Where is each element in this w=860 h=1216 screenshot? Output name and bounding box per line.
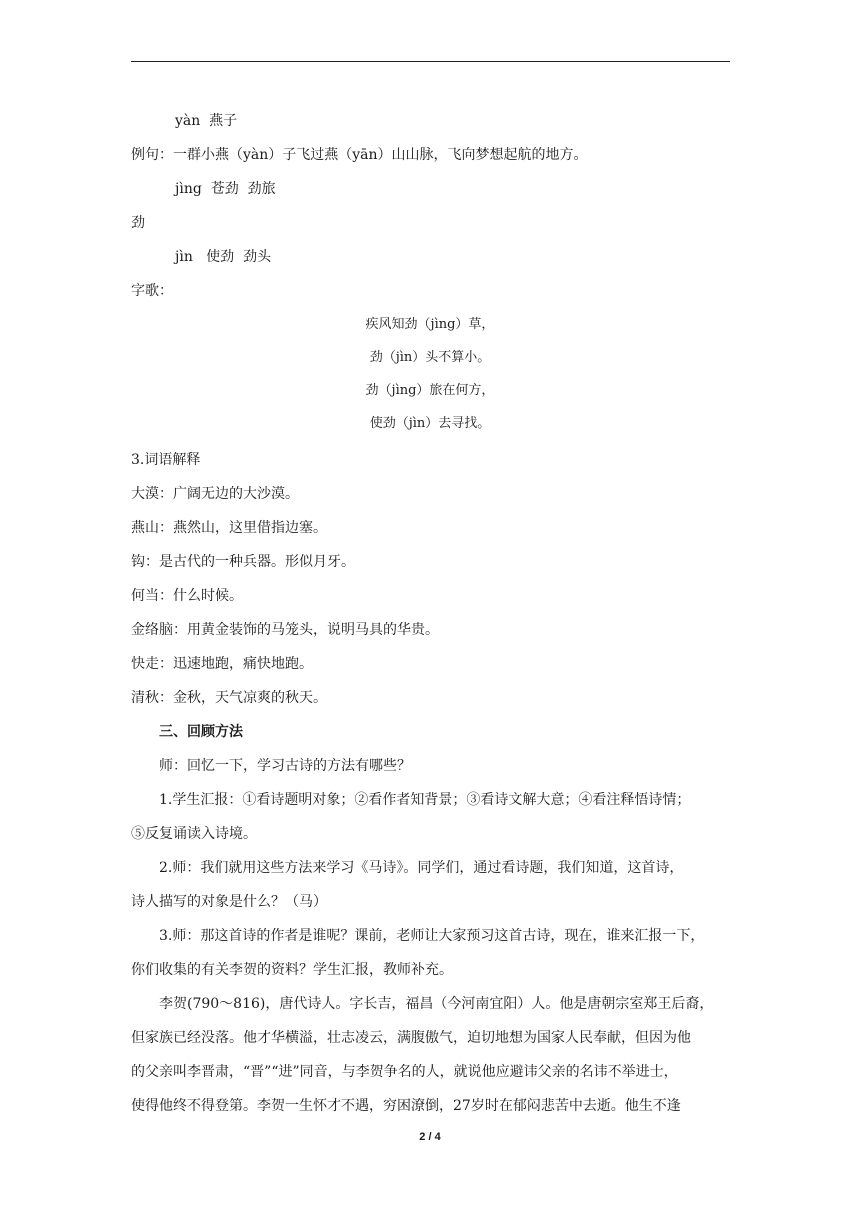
paragraph-line: ⑤反复诵读入诗境。 — [131, 826, 257, 842]
definition-item: 大漠：广阔无边的大沙漠。 — [131, 486, 299, 502]
header-rule — [131, 61, 730, 62]
paragraph-line: 李贺(790～816)，唐代诗人。字长吉，福昌（今河南宜阳）人。他是唐朝宗室郑王后裔， — [159, 996, 714, 1012]
paragraph-line: 使得他终不得登第。李贺一生怀才不遇，穷困潦倒，27岁时在郁闷悲苦中去逝。他生不逢 — [131, 1098, 681, 1114]
section-word-explanation: 3.词语解释 — [131, 452, 201, 468]
section-heading-review-methods: 三、回顾方法 — [159, 724, 243, 740]
paragraph-line: 1.学生汇报：①看诗题明对象；②看作者知背景；③看诗文解大意；④看注释悟诗情； — [159, 792, 691, 808]
page-number: 2 / 4 — [419, 1131, 441, 1143]
rhyme-line: 劲（jìng）旅在何方， — [365, 383, 495, 398]
definition-item: 清秋：金秋，天气凉爽的秋天。 — [131, 690, 327, 706]
pinyin-jing-line: jìng 苍劲 劲旅 — [175, 181, 276, 197]
definition-item: 金络脑：用黄金装饰的马笼头，说明马具的华贵。 — [131, 622, 439, 638]
definition-item: 何当：什么时候。 — [131, 588, 243, 604]
paragraph-line: 2.师：我们就用这些方法来学习《马诗》。同学们，通过看诗题，我们知道，这首诗， — [159, 860, 684, 876]
rhyme-line: 疾风知劲（jìng）草， — [365, 317, 495, 332]
example-sentence: 例句：一群小燕（yàn）子飞过燕（yān）山山脉，飞向梦想起航的地方。 — [131, 147, 588, 163]
character-jin: 劲 — [131, 215, 145, 231]
definition-item: 燕山：燕然山，这里借指边塞。 — [131, 520, 327, 536]
rhyme-line: 劲（jìn）头不算小。 — [369, 350, 491, 365]
zige-label: 字歌： — [131, 283, 173, 299]
paragraph-line: 但家族已经没落。他才华横溢，壮志凌云，满腹傲气，迫切地想为国家人民奉献，但因为他 — [131, 1030, 691, 1046]
definition-item: 快走：迅速地跑，痛快地跑。 — [131, 656, 313, 672]
definition-item: 钩：是古代的一种兵器。形似月牙。 — [131, 554, 355, 570]
pinyin-jin-line: jìn 使劲 劲头 — [175, 249, 272, 265]
paragraph-line: 你们收集的有关李贺的资料？学生汇报，教师补充。 — [131, 962, 453, 978]
pinyin-yan-line: yàn 燕子 — [175, 113, 238, 129]
paragraph-line: 诗人描写的对象是什么？（马） — [131, 894, 327, 910]
paragraph-line: 3.师：那这首诗的作者是谁呢？课前，老师让大家预习这首古诗，现在，谁来汇报一下， — [159, 928, 705, 944]
paragraph-line: 师：回忆一下，学习古诗的方法有哪些？ — [159, 758, 411, 774]
paragraph-line: 的父亲叫李晋肃，“晋”“进”同音，与李贺争名的人，就说他应避讳父亲的名讳不举进士， — [131, 1064, 678, 1080]
rhyme-line: 使劲（jìn）去寻找。 — [369, 416, 491, 431]
